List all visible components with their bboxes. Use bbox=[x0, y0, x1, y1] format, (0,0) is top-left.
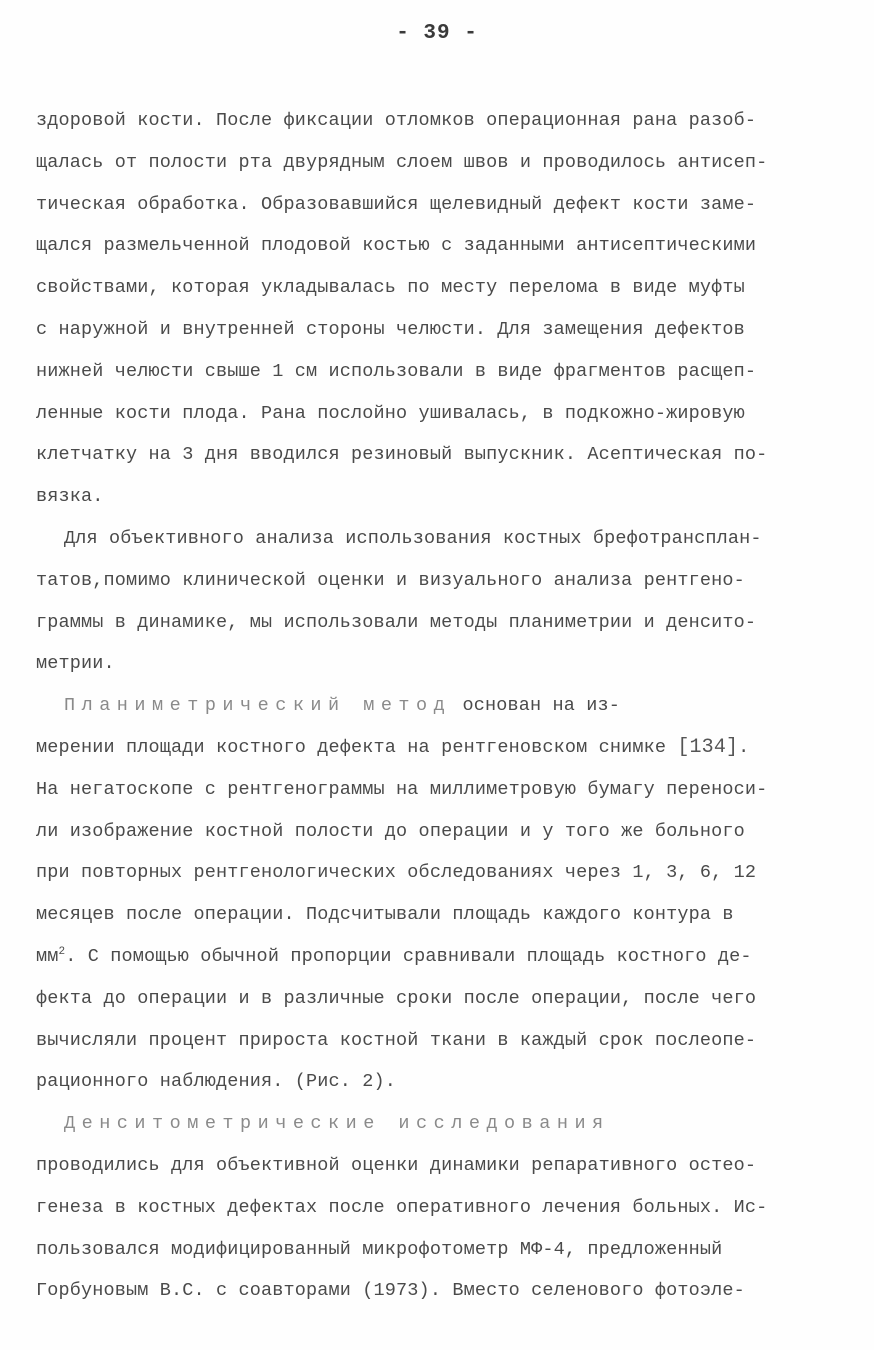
text-line: щалась от полости рта двурядным слоем швов и проводилось антисеп- bbox=[36, 151, 768, 173]
reference-citation: [134] bbox=[677, 735, 739, 759]
text-line: татов,помимо клинической оценки и визуального анализа рентгено- bbox=[36, 569, 745, 591]
text-fragment: мерении площади костного дефекта на рентгеновском снимке bbox=[36, 736, 667, 758]
text-line: здоровой кости. После фиксации отломков операционная рана разоб- bbox=[36, 110, 757, 131]
text-line: щался размельченной плодовой костью с заданными антисептическими bbox=[36, 235, 757, 257]
text-line: ленные кости плода. Рана послойно ушивалась, в подкожно-жировую bbox=[36, 402, 745, 424]
text-line bbox=[36, 936, 836, 978]
text-line: с наружной и внутренней стороны челюсти. Для замещения дефектов bbox=[36, 318, 745, 340]
unit-base: мм bbox=[36, 945, 59, 967]
text-fragment: основан на из- bbox=[462, 695, 621, 717]
text-line: Для объективного анализа использования костных брефотрансплан- bbox=[64, 527, 762, 549]
unit-exponent: 2 bbox=[58, 945, 66, 958]
text-line: вязка. bbox=[36, 486, 104, 508]
text-line: граммы в динамике, мы использовали методы планиметрии и денсито- bbox=[36, 611, 757, 633]
text-line: На негатоскопе с рентгенограммы на миллиметровую бумагу переноси- bbox=[36, 778, 768, 800]
text-line: Горбуновым В.С. с соавторами (1973). Вместо селенового фотоэле- bbox=[36, 1280, 745, 1302]
text-line: свойствами, которая укладывалась по месту перелома в виде муфты bbox=[36, 277, 745, 299]
text-line: при повторных рентгенологических обследованиях через 1, 3, 6, 12 bbox=[36, 862, 757, 884]
text-line: нижней челюсти свыше 1 см использовали в виде фрагментов расщеп- bbox=[36, 360, 757, 382]
text-line: генеза в костных дефектах после оперативного лечения больных. Ис- bbox=[36, 1196, 768, 1218]
body-text bbox=[36, 100, 836, 1312]
text-line: проводились для объективной оценки динамики репаративного остео- bbox=[36, 1154, 757, 1176]
text-line: клетчатку на 3 дня вводился резиновый выпускник. Асептическая по- bbox=[36, 444, 768, 466]
spaced-term-densitometric: Денситометрические исследования bbox=[64, 1113, 610, 1135]
text-line bbox=[36, 1103, 836, 1145]
text-line: мерении площади костного дефекта на рентгеновском снимке [134]. bbox=[36, 735, 750, 759]
text-line: фекта до операции и в различные сроки после операции, после чего bbox=[36, 987, 757, 1009]
text-line: месяцев после операции. Подсчитывали площадь каждого контура в bbox=[36, 904, 734, 926]
text-fragment: . С помощью обычной пропорции сравнивали площадь костного де- bbox=[65, 945, 752, 967]
text-line: метрии. bbox=[36, 653, 115, 675]
text-line bbox=[36, 685, 836, 727]
text-line: рационного наблюдения. (Рис. 2). bbox=[36, 1071, 397, 1093]
page-number: - 39 - bbox=[396, 22, 478, 45]
text-line: пользовался модифицированный микрофотометр МФ-4, предложенный bbox=[36, 1238, 723, 1260]
text-line: вычисляли процент прироста костной ткани в каждый срок послеопе- bbox=[36, 1029, 757, 1051]
reference-number: 134 bbox=[689, 735, 726, 759]
text-line: тическая обработка. Образовавшийся щелевидный дефект кости заме- bbox=[36, 193, 757, 215]
spaced-term-planimetric: Планиметрический метод bbox=[64, 695, 452, 717]
text-line: ли изображение костной полости до операции и у того же больного bbox=[36, 820, 745, 842]
